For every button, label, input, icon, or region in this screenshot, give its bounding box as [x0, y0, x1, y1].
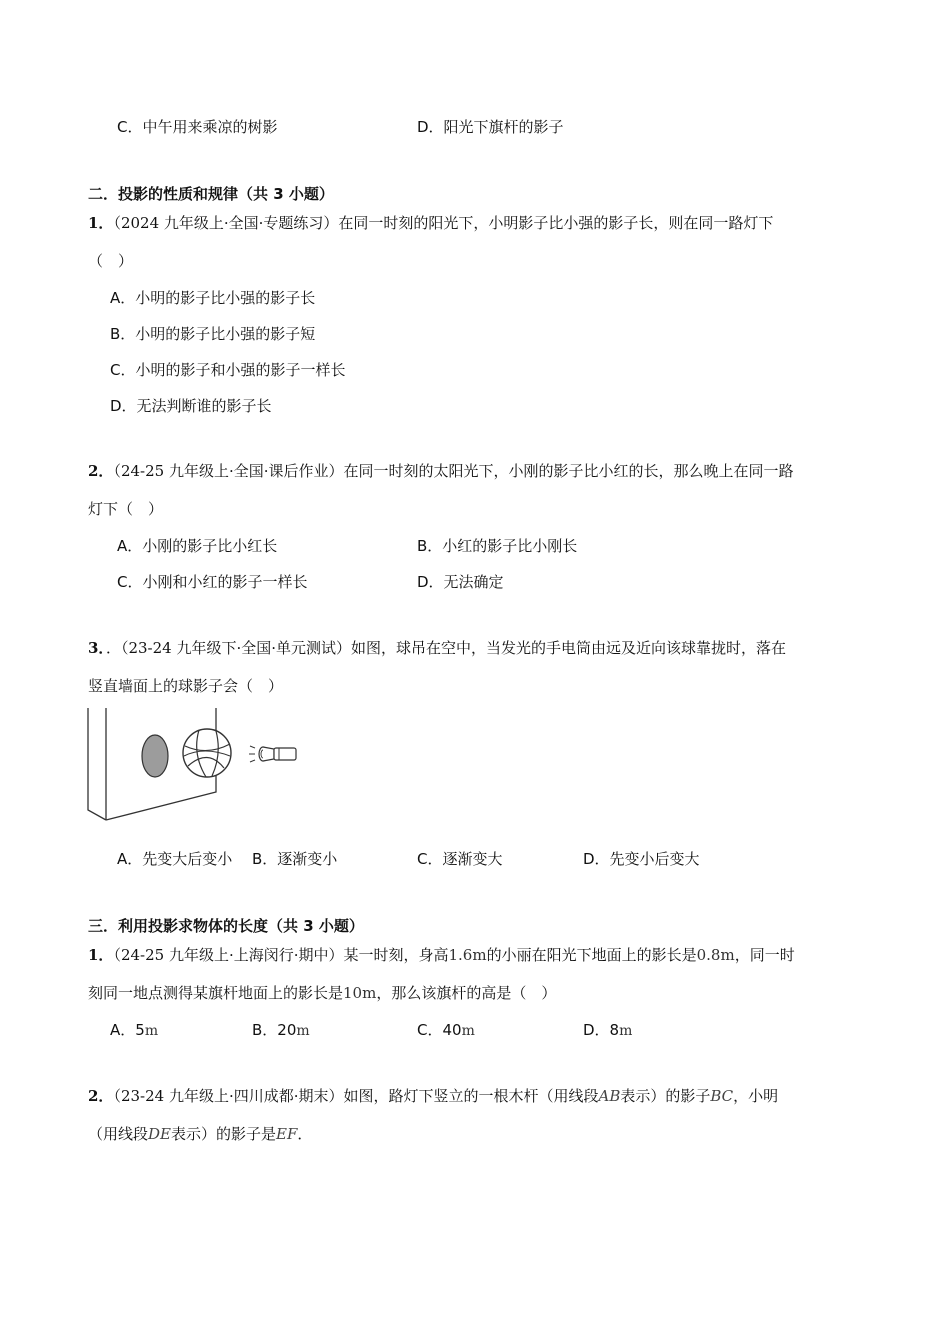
question-number: 2． — [88, 462, 114, 480]
pole-shadow-value: 10m — [343, 984, 377, 1002]
s2-q2-line1 — [88, 461, 794, 481]
s2-q3-option-d: D．先变小后变大 — [583, 850, 700, 868]
s3-q1-option-b — [252, 1020, 310, 1041]
question-text-5: 表示）的影子是 — [171, 1125, 277, 1143]
question-number: 1． — [88, 946, 114, 964]
option-b-label: B．20 — [252, 1021, 297, 1039]
question-text-3: ，同一时 — [734, 946, 795, 964]
s2-q3-option-a: A．先变大后变小 — [117, 850, 233, 868]
ball-shadow — [142, 735, 168, 777]
shadow-value: 0.8m — [696, 946, 735, 964]
s2-q1-option-b: B．小明的影子比小强的影子短 — [110, 325, 316, 343]
s2-q1-option-d: D．无法判断谁的影子长 — [110, 397, 272, 415]
wall-left-edge — [88, 708, 106, 820]
question-text: （23-24 九年级上·四川成都·期末）如图，路灯下竖立的一根木杆（用线段 — [113, 1087, 599, 1105]
s2-q2-option-a: A．小刚的影子比小红长 — [117, 537, 278, 555]
question-text: （24-25 九年级上·上海闵行·期中）某一时刻，身高 — [113, 946, 449, 964]
question-text-4: （用线段 — [88, 1125, 149, 1143]
unit-m: m — [144, 1023, 159, 1039]
unit-m: m — [461, 1023, 475, 1039]
question-text-4: 刻同一地点测得某旗杆地面上的影长是 — [88, 984, 344, 1002]
s2-q3-option-c: C．逐渐变大 — [417, 850, 503, 868]
question-text: （2024 九年级上·全国·专题练习）在同一时刻的阳光下，小明影子比小强的影子长，则在同一路灯下 — [113, 214, 774, 232]
s3-q1-option-d — [583, 1020, 632, 1041]
option-a-label: A．5 — [110, 1021, 145, 1039]
question-number: 2． — [88, 1087, 114, 1105]
option-c-top: C．中午用来乘凉的树影 — [117, 118, 278, 136]
s2-q2-option-c: C．小刚和小红的影子一样长 — [117, 573, 308, 591]
option-c-label: C．40 — [417, 1021, 462, 1039]
question-number: 1． — [88, 214, 114, 232]
s3-q2-line1 — [88, 1086, 778, 1106]
segment-de: DE — [148, 1125, 171, 1143]
s2-q2-line2: 灯下（ ） — [88, 500, 164, 518]
question-text: （24-25 九年级上·全国·课后作业）在同一时刻的太阳光下，小刚的影子比小红的长，那么晚上在同一路 — [113, 462, 794, 480]
option-d-label: D．8 — [583, 1021, 620, 1039]
segment-ab: AB — [598, 1087, 621, 1105]
question-text-2: 的小丽在阳光下地面上的影长是 — [486, 946, 697, 964]
unit-m: m — [619, 1023, 633, 1039]
s2-q2-option-d: D．无法确定 — [417, 573, 504, 591]
question-text: ．（23-24 九年级下·全国·单元测试）如图，球吊在空中，当发光的手电筒由远及近向该球靠拢时，落在 — [105, 639, 786, 657]
ball-icon — [183, 729, 231, 777]
ball-shadow-figure — [84, 706, 304, 826]
s2-q1-option-a: A．小明的影子比小强的影子长 — [110, 289, 316, 307]
segment-ef: EF — [276, 1125, 298, 1143]
segment-bc: BC — [710, 1087, 734, 1105]
s2-q3-option-b: B．逐渐变小 — [252, 850, 338, 868]
question-text-5: ，那么该旗杆的高是（ ） — [376, 984, 557, 1002]
height-value: 1.6m — [448, 946, 487, 964]
s3-q2-line2 — [88, 1124, 312, 1144]
s3-q1-line1 — [88, 945, 795, 965]
section-2-title: 二．投影的性质和规律（共 3 小题） — [88, 185, 334, 203]
unit-m: m — [296, 1023, 310, 1039]
s2-q1-line2: （ ） — [88, 252, 134, 270]
option-d-top: D．阳光下旗杆的影子 — [417, 118, 564, 136]
s2-q3-line2: 竖直墙面上的球影子会（ ） — [88, 677, 284, 695]
s2-q2-option-b: B．小红的影子比小刚长 — [417, 537, 578, 555]
question-number: 3． — [88, 639, 106, 657]
s2-q1-line1 — [88, 213, 773, 233]
question-text-2: 表示）的影子 — [620, 1087, 711, 1105]
s3-q1-line2 — [88, 983, 556, 1003]
flashlight-icon — [249, 746, 296, 762]
s3-q1-option-c — [417, 1020, 475, 1041]
section-3-title: 三．利用投影求物体的长度（共 3 小题） — [88, 917, 364, 935]
question-text-6: ． — [297, 1125, 313, 1143]
s2-q1-option-c: C．小明的影子和小强的影子一样长 — [110, 361, 346, 379]
question-text-3: ，小明 — [733, 1087, 779, 1105]
s3-q1-option-a — [110, 1020, 158, 1041]
s2-q3-line1 — [88, 638, 786, 658]
